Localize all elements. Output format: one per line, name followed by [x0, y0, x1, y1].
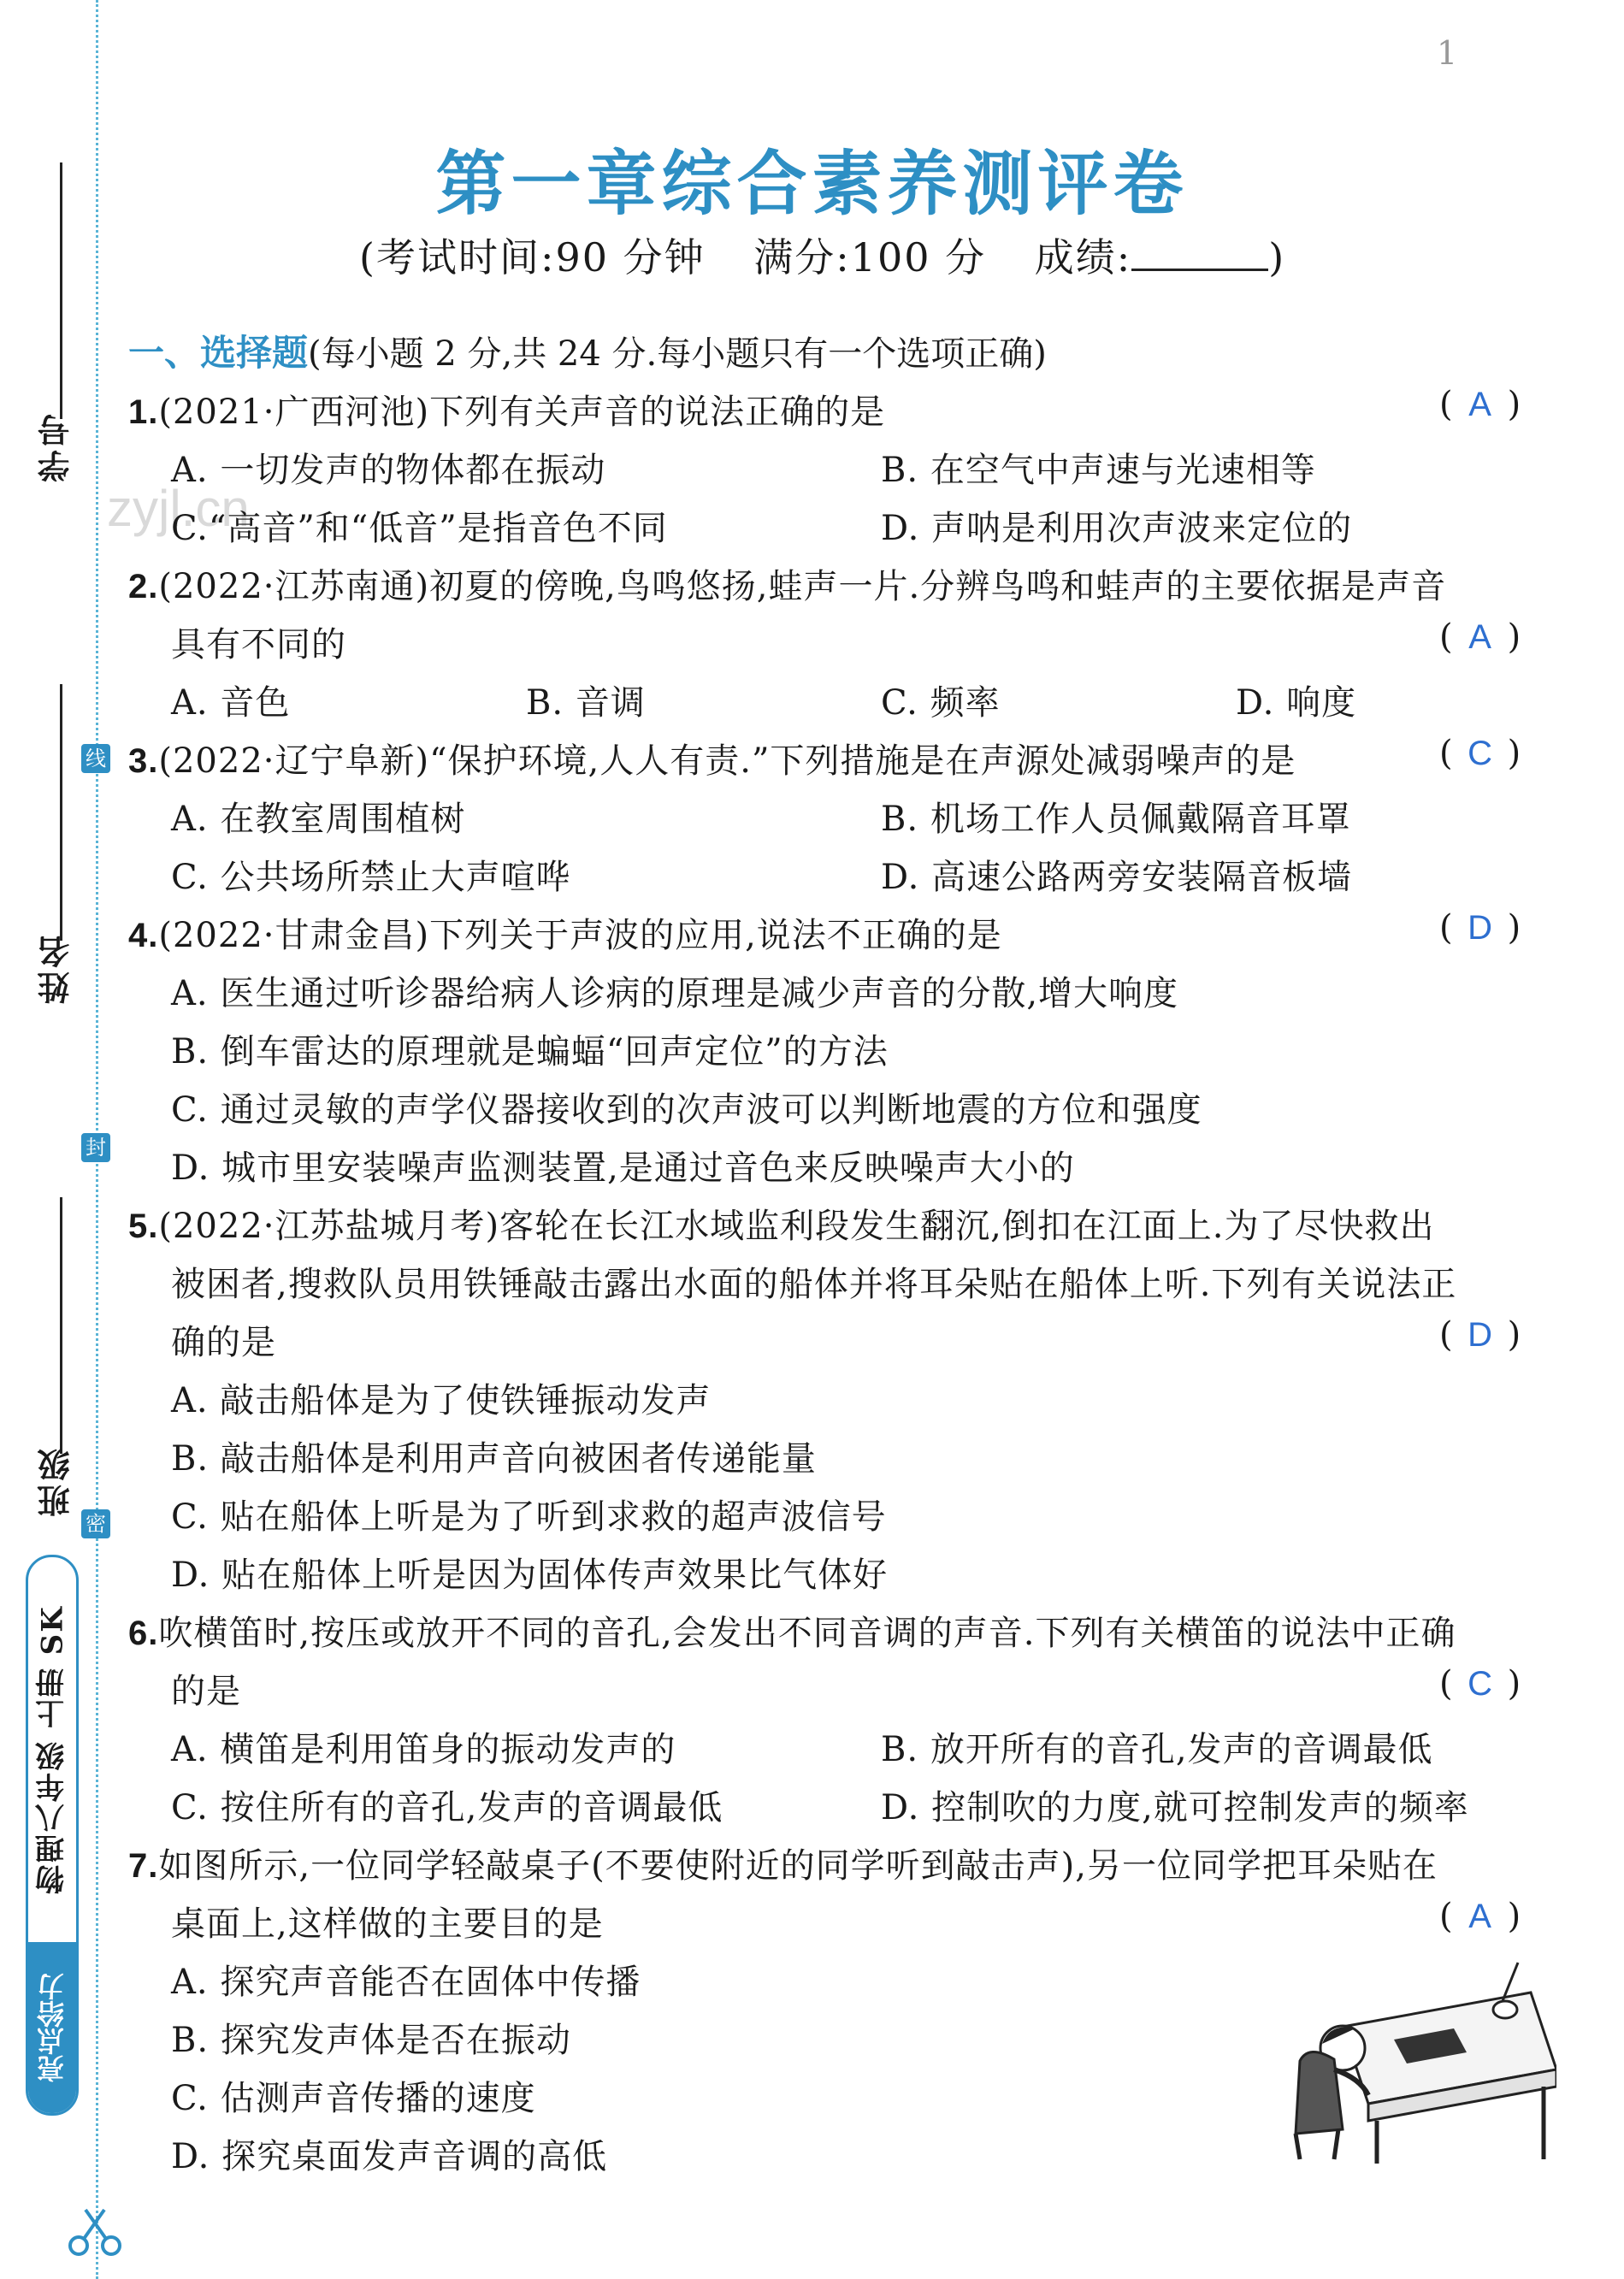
option: D. 贴在船体上听是因为固体传声效果比气体好	[171, 1556, 889, 1595]
option: C. 频率	[881, 683, 1001, 723]
scissors-icon	[67, 2206, 127, 2258]
answer-7: ( A )	[1439, 1897, 1521, 1936]
question-stem-cont: 确的是	[171, 1323, 276, 1362]
seal-line-char: 线	[81, 744, 110, 773]
question-stem: (2022·江苏盐城月考)客轮在长江水域监利段发生翻沉,倒扣在江面上.为了尽快救出	[158, 1207, 1435, 1246]
question-stem: (2021·广西河池)下列有关声音的说法正确的是	[158, 393, 886, 432]
question-number: 1.	[128, 393, 159, 431]
option: C. 通过灵敏的声学仪器接收到的次声波可以判断地震的方位和强度	[171, 1090, 1202, 1130]
brand-text: 亮点给力	[28, 1942, 76, 2113]
option: D. 声呐是利用次声波来定位的	[881, 509, 1353, 548]
answer-value: C	[1468, 1665, 1493, 1703]
option: A. 敲击船体是为了使铁锤振动发声	[171, 1381, 712, 1420]
question-number: 4.	[128, 917, 159, 954]
page-corner-mark: 1	[1437, 34, 1458, 72]
question-stem: 如图所示,一位同学轻敲桌子(不要使附近的同学听到敲击声),另一位同学把耳朵贴在	[158, 1846, 1438, 1886]
option: C.“高音”和“低音”是指音色不同	[171, 509, 668, 548]
question-number: 3.	[128, 742, 159, 780]
option: A. 在教室周围植树	[171, 800, 466, 839]
question-stem: (2022·辽宁阜新)“保护环境,人人有责.”下列措施是在声源处减弱噪声的是	[158, 741, 1296, 781]
option: B. 放开所有的音孔,发声的音调最低	[881, 1730, 1433, 1769]
section-note: (每小题 2 分,共 24 分.每小题只有一个选项正确)	[308, 334, 1047, 374]
question-stem-cont: 的是	[171, 1672, 241, 1711]
question-2	[128, 559, 1446, 608]
grade-blank[interactable]	[1131, 238, 1268, 271]
answer-value: D	[1468, 909, 1493, 947]
option: A. 医生通过听诊器给病人诊病的原理是减少声音的分散,增大响度	[171, 974, 1179, 1013]
option: C. 公共场所禁止大声喧哗	[171, 858, 571, 897]
seal-seal-char: 封	[81, 1133, 110, 1162]
answer-6: ( C )	[1439, 1664, 1521, 1703]
question-number: 2.	[128, 568, 159, 605]
answer-value: A	[1468, 618, 1491, 656]
name-label: 姓名	[37, 932, 75, 1004]
answer-1: ( A )	[1439, 385, 1521, 424]
question-stem: 吹横笛时,按压或放开不同的音孔,会发出不同音调的声音.下列有关横笛的说法中正确	[158, 1614, 1456, 1653]
option: C. 贴在船体上听是为了听到求救的超声波信号	[171, 1497, 887, 1537]
option: B. 在空气中声速与光速相等	[881, 451, 1316, 490]
option: B. 倒车雷达的原理就是蝙蝠“回声定位”的方法	[171, 1032, 889, 1072]
option: A. 横笛是利用笛身的振动发声的	[171, 1730, 676, 1769]
question-stem: (2022·江苏南通)初夏的傍晚,鸟鸣悠扬,蛙声一片.分辨鸟鸣和蛙声的主要依据是声音	[158, 567, 1447, 606]
question-number: 7.	[128, 1847, 159, 1885]
option: C. 估测声音传播的速度	[171, 2079, 536, 2118]
answer-value: A	[1468, 386, 1491, 423]
option: A. 一切发声的物体都在振动	[171, 451, 606, 490]
answer-value: D	[1468, 1316, 1493, 1354]
class-line	[60, 1197, 62, 1454]
seal-secret-char: 密	[81, 1509, 110, 1538]
option: A. 探究声音能否在固体中传播	[171, 1963, 641, 2002]
class-label: 班级	[37, 1445, 75, 1517]
answer-4: ( D )	[1439, 908, 1521, 948]
option: B. 机场工作人员佩戴隔音耳罩	[881, 800, 1351, 839]
question-stem-cont: 桌面上,这样做的主要目的是	[171, 1904, 604, 1944]
answer-3: ( C )	[1439, 734, 1521, 773]
exam-time: (考试时间:90 分钟	[359, 234, 706, 280]
option: B. 探究发声体是否在振动	[171, 2021, 571, 2060]
question-1	[128, 385, 885, 434]
question-number: 6.	[128, 1615, 159, 1652]
answer-value: A	[1468, 1898, 1491, 1935]
watermark: zyjl.cn	[107, 480, 250, 537]
answer-2: ( A )	[1439, 617, 1521, 657]
question-7	[128, 1839, 1438, 1887]
question-stem-cont: 具有不同的	[171, 625, 346, 664]
option: D. 探究桌面发声音调的高低	[171, 2137, 608, 2176]
exam-info-close: )	[1268, 234, 1286, 280]
question-3	[128, 734, 1296, 782]
question-stem: (2022·甘肃金昌)下列关于声波的应用,说法不正确的是	[158, 916, 1002, 955]
exam-full-score: 满分:100 分	[753, 234, 987, 280]
option: D. 控制吹的力度,就可控制发声的频率	[881, 1788, 1469, 1827]
option: D. 响度	[1236, 683, 1357, 723]
student-table-illustration	[1249, 1958, 1556, 2164]
book-series-badge	[26, 1555, 79, 2116]
option: C. 按住所有的音孔,发声的音调最低	[171, 1788, 723, 1827]
option: D. 高速公路两旁安装隔音板墙	[881, 858, 1353, 897]
exam-info	[359, 227, 1285, 283]
answer-5: ( D )	[1439, 1315, 1521, 1355]
question-6	[128, 1606, 1456, 1655]
series-text: 物理八年级 上册 SK	[35, 1605, 70, 1894]
question-5	[128, 1199, 1435, 1248]
student-id-label: 学号	[37, 410, 75, 482]
question-number: 5.	[128, 1207, 159, 1245]
option: B. 音调	[526, 683, 646, 723]
section-heading	[128, 325, 1047, 376]
option: A. 音色	[171, 683, 291, 723]
exam-grade-label: 成绩:	[1034, 234, 1132, 280]
option: D. 城市里安装噪声监测装置,是通过音色来反映噪声大小的	[171, 1148, 1075, 1188]
name-line	[60, 684, 62, 941]
question-stem-cont: 被困者,搜救队员用铁锤敲击露出水面的船体并将耳朵贴在船体上听.下列有关说法正	[171, 1265, 1457, 1304]
answer-value: C	[1468, 735, 1493, 772]
page-title: 第一章综合素养测评卷	[435, 143, 1189, 225]
section-title: 一、选择题	[128, 332, 309, 374]
option: B. 敲击船体是利用声音向被困者传递能量	[171, 1439, 817, 1479]
question-4	[128, 908, 1002, 957]
